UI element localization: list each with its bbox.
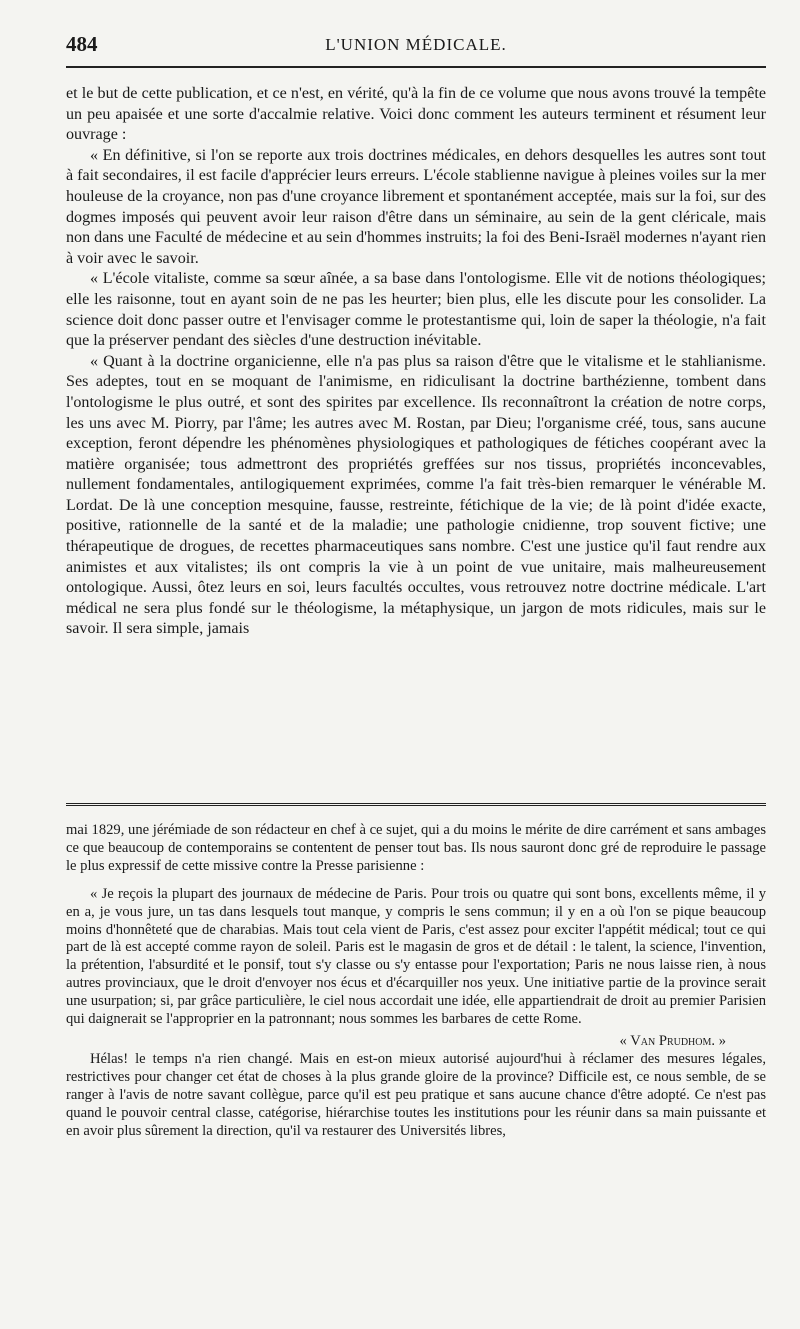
- footnote-closing: Hélas! le temps n'a rien changé. Mais en est-on mieux autorisé aujourd'hui à réclamer des mesures légales, restrictives pour changer cet état de choses à la plus grande gloire de la province? Difficile est, ce nous semble, de se ranger à l'avis de notre savant collègue, parce qu'il est peu pratique et sans aucune chance d'être adopté. Ce n'est pas quand le pouvoir central classe, catégorise, hiérarchise toutes les institutions pour les réunir dans sa main puissante et en avoir plus sûrement la direction, qu'il va restaurer des Universités libres,: [66, 1050, 766, 1139]
- paragraph: et le but de cette publication, et ce n'est, en vérité, qu'à la fin de ce volume que nous avons trouvé la tempête un peu apaisée et une sorte d'accalmie relative. Voici donc comment les auteurs terminent et résument leur ouvrage :: [66, 85, 766, 144]
- footnote-separator: [66, 803, 766, 806]
- paragraph: « Quant à la doctrine organicienne, elle n'a pas plus sa raison d'être que le vitalisme et le stahlianisme. Ses adeptes, tout en se moquant de l'animisme, en ridiculisant la doctrine barthézienne, tombent dans l'ontologisme le plus outré, et sont des spirites par excellence. Ils reconnaîtront la création de notre corps, les uns avec M. Piorry, par l'âme; les autres avec M. Rostan, par Dieu; l'organisme créé, tous, sans aucune exception, feront dépendre les phénomènes physiologiques et pathologiques de fétiches coopérant avec la matière organisée; tous admettront des propriétés greffées sur nos tissus, propriétés inconcevables, nullement fondamentales, antilogiquement exprimées, comme l'a fait très-bien remarquer le vénérable M. Lordat. De là une conception mesquine, fausse, restreinte, fétichique de la vie; de là point d'idée exacte, positive, rationnelle de la santé et de la maladie; une pathologie cnidienne, trop souvent fictive; une thérapeutique de drogues, de recettes pharmaceutiques sans nombre. C'est une justice qu'il faut rendre aux animistes et aux vitalistes; ils ont compris la vie à un point de vue unitaire, mais malheureusement ontologique. Aussi, ôtez leurs en soi, leurs facultés occultes, vous retrouvez notre doctrine médicale. L'art médical ne sera plus fondé sur le théologisme, la métaphysique, un jargon de mots ridicules, mais sur le savoir. Il sera simple, jamais: [66, 352, 766, 638]
- running-title: L'UNION MÉDICALE.: [325, 35, 507, 54]
- paragraph: « En définitive, si l'on se reporte aux trois doctrines médicales, en dehors desquelles les autres sont tout à fait secondaires, il est facile d'apprécier leurs erreurs. L'école stablienne navigue à pleines voiles sur la mer houleuse de la croyance, non pas d'une croyance librement et spontanément acceptée, mais sur la foi, sur des dogmes imposés qui peuvent avoir leur raison d'être dans un séminaire, au sein de la gent cléricale, mais non dans une Faculté de médecine et au sein d'hommes instruits; la foi des Beni-Israël modernes n'ayant rien à voir avec le savoir.: [66, 146, 766, 267]
- page-number: 484: [66, 32, 98, 56]
- footnote: [66, 822, 766, 1140]
- header-rule: [66, 66, 766, 68]
- footnote-signature: « Van Prudhom. »: [619, 1032, 726, 1049]
- paragraph: « L'école vitaliste, comme sa sœur aînée, a sa base dans l'ontologisme. Elle vit de notions théologiques; elle les raisonne, tout en ayant soin de ne pas les heurter; bien plus, elle les discute pour les consolider. La science doit donc passer outre et l'envisager comme le protestantisme qui, loin de saper la théologie, n'a fait que la préserver pendant des siècles d'une destruction inévitable.: [66, 270, 766, 350]
- main-text: [66, 84, 766, 640]
- footnote-quote: « Je reçois la plupart des journaux de médecine de Paris. Pour trois ou quatre qui sont bons, excellents même, il y en a, je vous jure, un tas dans lesquels tout manque, y compris le sens commun; il y en a où l'on se pique beaucoup moins d'honnêteté que de charabias. Mais tout cela vient de Paris, c'est assez pour exciter l'appétit médical; tout ce qui part de là est accepté comme rayon de soleil. Paris est le magasin de gros et de détail : le talent, la science, l'invention, la prétention, l'absurdité et le ponsif, tout s'y classe ou s'y entasse pour l'exportation; Paris ne nous laisse rien, à nous autres provinciaux, que le droit d'envoyer nos écus et d'écarquiller nos yeux. Une initiative partie de la province serait une usurpation; si, par grâce particulière, le ciel nous accordait une idée, elle appartiendrait de droit au premier Parisien qui daignerait se l'approprier en la patronnant; nous sommes les barbares de cette Rome.: [66, 885, 766, 1028]
- page-header: [66, 32, 766, 62]
- footnote-intro: mai 1829, une jérémiade de son rédacteur en chef à ce sujet, qui a du moins le mérite de dire carrément et sans ambages ce que beaucoup de contemporains se contentent de penser tout bas. Ils nous sauront donc gré de reproduire le passage le plus expressif de cette missive contre la Presse parisienne :: [66, 822, 766, 874]
